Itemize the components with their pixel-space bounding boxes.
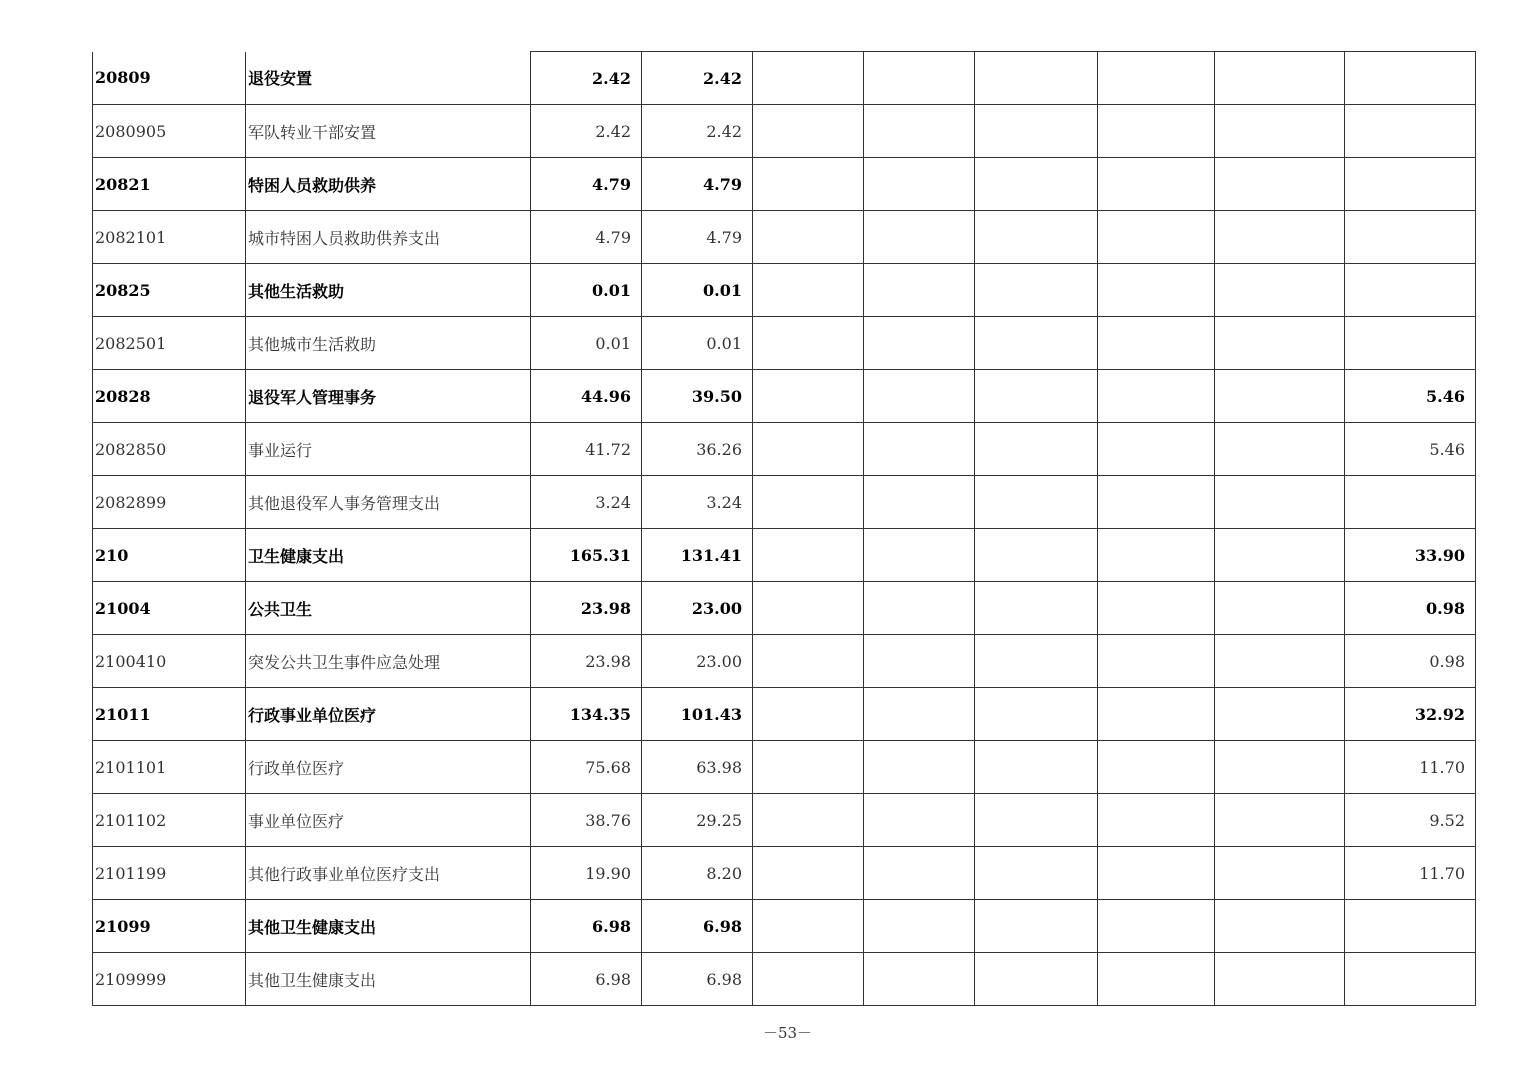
row-empty-cell (1098, 900, 1215, 953)
row-basic: 36.26 (642, 423, 753, 476)
row-empty-cell (1098, 688, 1215, 741)
row-total: 134.35 (531, 688, 642, 741)
row-empty-cell (864, 529, 975, 582)
row-empty-cell (975, 741, 1098, 794)
row-basic: 2.42 (642, 105, 753, 158)
row-project: 9.52 (1345, 794, 1476, 847)
row-empty-cell (975, 370, 1098, 423)
row-empty-cell (753, 794, 864, 847)
row-basic: 29.25 (642, 794, 753, 847)
row-empty-cell (1098, 317, 1215, 370)
row-name: 其他城市生活救助 (246, 317, 531, 370)
row-empty-cell (864, 264, 975, 317)
table-row (93, 317, 1476, 370)
row-name: 特困人员救助供养 (246, 158, 531, 211)
table-row (93, 953, 1476, 1006)
table-row (93, 264, 1476, 317)
page-number: －53－ (762, 1024, 813, 1042)
row-total: 4.79 (531, 158, 642, 211)
row-empty-cell (864, 211, 975, 264)
row-project (1345, 158, 1476, 211)
row-empty-cell (753, 900, 864, 953)
row-empty-cell (1098, 105, 1215, 158)
row-empty-cell (975, 794, 1098, 847)
row-basic: 3.24 (642, 476, 753, 529)
row-empty-cell (864, 317, 975, 370)
table-row (93, 529, 1476, 582)
row-empty-cell (975, 847, 1098, 900)
row-empty-cell (864, 476, 975, 529)
row-empty-cell (864, 582, 975, 635)
row-project: 5.46 (1345, 423, 1476, 476)
row-project (1345, 52, 1476, 105)
row-empty-cell (864, 847, 975, 900)
row-empty-cell (753, 847, 864, 900)
row-empty-cell (753, 953, 864, 1006)
row-name: 行政单位医疗 (246, 741, 531, 794)
row-total: 3.24 (531, 476, 642, 529)
row-code: 2109999 (93, 953, 246, 1006)
row-code: 20821 (93, 158, 246, 211)
row-total: 2.42 (531, 52, 642, 105)
row-empty-cell (864, 105, 975, 158)
row-total: 6.98 (531, 953, 642, 1006)
row-project: 11.70 (1345, 847, 1476, 900)
row-empty-cell (864, 741, 975, 794)
table-row (93, 582, 1476, 635)
row-code: 20825 (93, 264, 246, 317)
row-empty-cell (1215, 423, 1345, 476)
row-total: 38.76 (531, 794, 642, 847)
table-row (93, 105, 1476, 158)
table-row (93, 847, 1476, 900)
table-row (93, 52, 1476, 105)
row-total: 2.42 (531, 105, 642, 158)
row-name: 退役安置 (246, 52, 531, 105)
table-row (93, 741, 1476, 794)
row-empty-cell (1215, 953, 1345, 1006)
table-row (93, 794, 1476, 847)
row-empty-cell (975, 953, 1098, 1006)
row-total: 75.68 (531, 741, 642, 794)
row-empty-cell (1215, 105, 1345, 158)
row-name: 其他卫生健康支出 (246, 953, 531, 1006)
row-empty-cell (975, 476, 1098, 529)
row-name: 军队转业干部安置 (246, 105, 531, 158)
row-code: 20809 (93, 52, 246, 105)
table-row (93, 900, 1476, 953)
table-row (93, 635, 1476, 688)
row-empty-cell (1098, 211, 1215, 264)
row-name: 行政事业单位医疗 (246, 688, 531, 741)
row-project: 0.98 (1345, 582, 1476, 635)
row-code: 2082850 (93, 423, 246, 476)
row-code: 2082101 (93, 211, 246, 264)
row-name: 其他卫生健康支出 (246, 900, 531, 953)
row-basic: 4.79 (642, 158, 753, 211)
row-total: 44.96 (531, 370, 642, 423)
row-empty-cell (975, 423, 1098, 476)
row-empty-cell (864, 423, 975, 476)
row-empty-cell (864, 158, 975, 211)
row-empty-cell (1098, 741, 1215, 794)
row-empty-cell (975, 529, 1098, 582)
row-empty-cell (1098, 423, 1215, 476)
row-empty-cell (1215, 900, 1345, 953)
row-total: 41.72 (531, 423, 642, 476)
row-empty-cell (1215, 264, 1345, 317)
row-code: 2082501 (93, 317, 246, 370)
row-name: 退役军人管理事务 (246, 370, 531, 423)
row-name: 事业运行 (246, 423, 531, 476)
row-total: 23.98 (531, 635, 642, 688)
row-empty-cell (864, 370, 975, 423)
row-empty-cell (1215, 52, 1345, 105)
row-name: 其他生活救助 (246, 264, 531, 317)
row-project: 0.98 (1345, 635, 1476, 688)
table-body (93, 52, 1476, 1006)
row-empty-cell (975, 317, 1098, 370)
row-empty-cell (1215, 529, 1345, 582)
row-empty-cell (1215, 688, 1345, 741)
row-basic: 101.43 (642, 688, 753, 741)
row-empty-cell (753, 635, 864, 688)
row-project (1345, 105, 1476, 158)
row-empty-cell (1098, 582, 1215, 635)
row-empty-cell (975, 158, 1098, 211)
row-empty-cell (1215, 158, 1345, 211)
row-empty-cell (753, 158, 864, 211)
row-empty-cell (753, 476, 864, 529)
row-project (1345, 317, 1476, 370)
row-empty-cell (1215, 582, 1345, 635)
row-empty-cell (1215, 741, 1345, 794)
row-basic: 2.42 (642, 52, 753, 105)
row-empty-cell (753, 741, 864, 794)
row-empty-cell (1215, 847, 1345, 900)
row-code: 2082899 (93, 476, 246, 529)
row-basic: 0.01 (642, 264, 753, 317)
row-empty-cell (753, 317, 864, 370)
row-empty-cell (864, 52, 975, 105)
row-empty-cell (1098, 794, 1215, 847)
row-empty-cell (864, 688, 975, 741)
row-code: 210 (93, 529, 246, 582)
row-empty-cell (864, 794, 975, 847)
row-empty-cell (1215, 370, 1345, 423)
row-project: 5.46 (1345, 370, 1476, 423)
table-row (93, 476, 1476, 529)
row-empty-cell (1215, 211, 1345, 264)
row-project: 32.92 (1345, 688, 1476, 741)
row-project: 33.90 (1345, 529, 1476, 582)
row-empty-cell (864, 635, 975, 688)
row-code: 21004 (93, 582, 246, 635)
row-code: 2101199 (93, 847, 246, 900)
row-project (1345, 953, 1476, 1006)
row-code: 21011 (93, 688, 246, 741)
row-total: 165.31 (531, 529, 642, 582)
row-name: 公共卫生 (246, 582, 531, 635)
row-empty-cell (975, 635, 1098, 688)
table-row (93, 423, 1476, 476)
row-empty-cell (975, 52, 1098, 105)
row-empty-cell (753, 582, 864, 635)
row-basic: 6.98 (642, 953, 753, 1006)
row-empty-cell (1098, 953, 1215, 1006)
row-basic: 131.41 (642, 529, 753, 582)
table-row (93, 370, 1476, 423)
row-basic: 23.00 (642, 635, 753, 688)
row-empty-cell (975, 264, 1098, 317)
row-name: 城市特困人员救助供养支出 (246, 211, 531, 264)
row-empty-cell (1215, 317, 1345, 370)
row-empty-cell (1098, 635, 1215, 688)
row-empty-cell (975, 211, 1098, 264)
row-total: 0.01 (531, 317, 642, 370)
table-row (93, 211, 1476, 264)
row-empty-cell (864, 953, 975, 1006)
row-empty-cell (1098, 476, 1215, 529)
row-empty-cell (864, 900, 975, 953)
row-empty-cell (753, 529, 864, 582)
row-project (1345, 264, 1476, 317)
row-basic: 4.79 (642, 211, 753, 264)
row-empty-cell (975, 900, 1098, 953)
row-basic: 63.98 (642, 741, 753, 794)
row-basic: 0.01 (642, 317, 753, 370)
row-empty-cell (1098, 158, 1215, 211)
row-empty-cell (1098, 847, 1215, 900)
row-name: 突发公共卫生事件应急处理 (246, 635, 531, 688)
row-empty-cell (1098, 264, 1215, 317)
row-empty-cell (753, 105, 864, 158)
row-empty-cell (975, 105, 1098, 158)
table-row (93, 688, 1476, 741)
row-total: 23.98 (531, 582, 642, 635)
row-empty-cell (753, 264, 864, 317)
row-name: 事业单位医疗 (246, 794, 531, 847)
row-basic: 8.20 (642, 847, 753, 900)
row-empty-cell (753, 52, 864, 105)
row-basic: 39.50 (642, 370, 753, 423)
row-empty-cell (1098, 529, 1215, 582)
row-name: 其他行政事业单位医疗支出 (246, 847, 531, 900)
row-empty-cell (753, 688, 864, 741)
row-code: 2101102 (93, 794, 246, 847)
row-project (1345, 900, 1476, 953)
row-empty-cell (753, 423, 864, 476)
row-total: 0.01 (531, 264, 642, 317)
row-basic: 6.98 (642, 900, 753, 953)
budget-table (92, 51, 1476, 1006)
row-empty-cell (1098, 52, 1215, 105)
row-empty-cell (1215, 635, 1345, 688)
row-code: 21099 (93, 900, 246, 953)
table-row (93, 158, 1476, 211)
row-name: 其他退役军人事务管理支出 (246, 476, 531, 529)
row-empty-cell (975, 688, 1098, 741)
row-code: 2101101 (93, 741, 246, 794)
row-empty-cell (753, 370, 864, 423)
row-project (1345, 211, 1476, 264)
row-total: 6.98 (531, 900, 642, 953)
row-code: 2080905 (93, 105, 246, 158)
row-empty-cell (753, 211, 864, 264)
row-empty-cell (1098, 370, 1215, 423)
row-name: 卫生健康支出 (246, 529, 531, 582)
row-total: 4.79 (531, 211, 642, 264)
row-code: 20828 (93, 370, 246, 423)
row-project (1345, 476, 1476, 529)
row-empty-cell (1215, 794, 1345, 847)
row-empty-cell (975, 582, 1098, 635)
row-code: 2100410 (93, 635, 246, 688)
row-basic: 23.00 (642, 582, 753, 635)
row-empty-cell (1215, 476, 1345, 529)
row-total: 19.90 (531, 847, 642, 900)
row-project: 11.70 (1345, 741, 1476, 794)
